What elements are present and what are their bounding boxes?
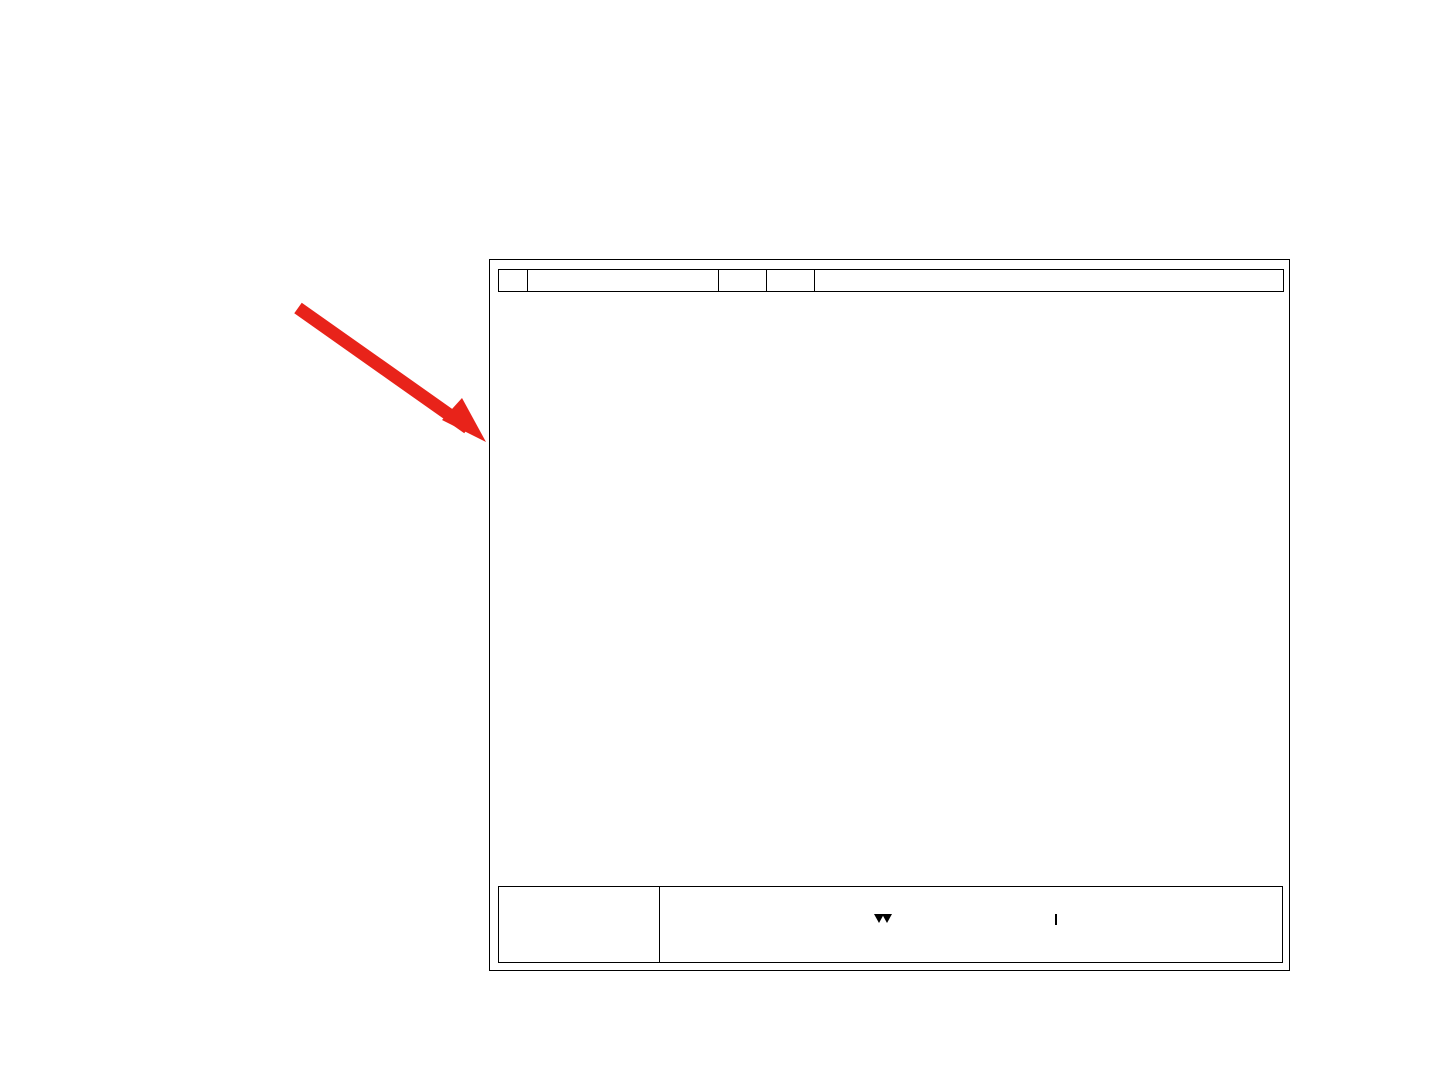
gantt-table xyxy=(498,269,1284,292)
legend-swatch-split xyxy=(729,915,821,924)
gantt-chart-document xyxy=(489,259,1290,971)
left-text-column xyxy=(12,265,472,417)
legend-swatch-rolled-up-task xyxy=(883,936,979,945)
legend-swatch-progress xyxy=(729,936,821,945)
legend-swatch-rolled-up-progress xyxy=(1049,936,1159,945)
table-header-row xyxy=(499,270,1284,292)
column-header-id xyxy=(499,270,528,292)
column-header-start xyxy=(719,270,767,292)
gantt-legend xyxy=(498,886,1283,963)
legend-divider xyxy=(659,887,660,962)
legend-swatch-task xyxy=(729,894,821,903)
legend-swatch-milestone xyxy=(883,894,979,903)
column-header-task-name xyxy=(528,270,719,292)
timescale-header xyxy=(815,270,1284,292)
legend-grid xyxy=(671,894,1278,945)
legend-swatch-summary xyxy=(883,915,979,924)
column-header-finish xyxy=(767,270,815,292)
legend-swatch-rolled-up-milestone xyxy=(1049,915,1159,924)
legend-swatch-rolled-up-split xyxy=(1049,894,1159,903)
